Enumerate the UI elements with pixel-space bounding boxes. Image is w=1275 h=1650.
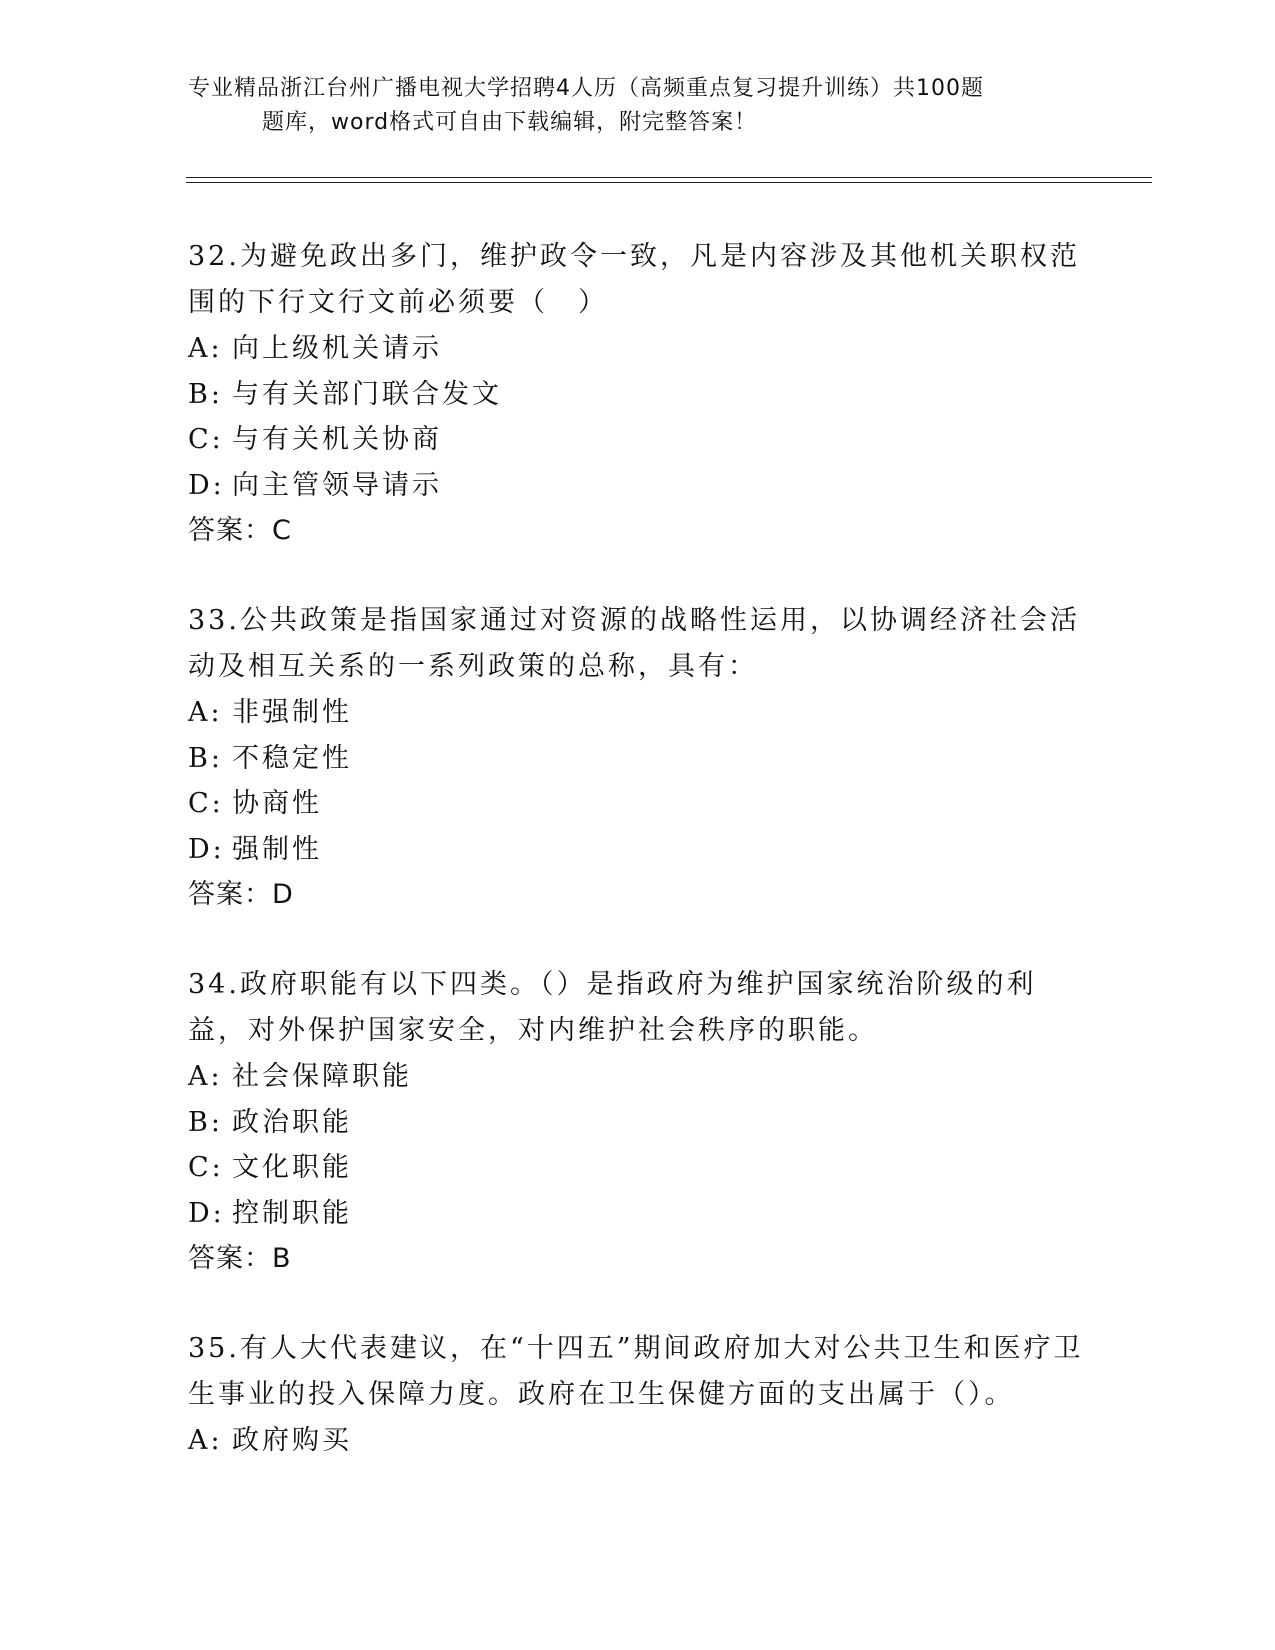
document-header bbox=[188, 72, 1068, 140]
option-letter: B: bbox=[188, 378, 223, 410]
option-letter: D: bbox=[188, 833, 225, 865]
option-d bbox=[188, 1191, 1088, 1237]
answer-label: 答案：B bbox=[188, 1243, 292, 1274]
answer-label: 答案：C bbox=[188, 515, 292, 546]
option-text: 非强制性 bbox=[232, 697, 352, 728]
option-text: 控制职能 bbox=[232, 1197, 352, 1229]
option-text: 社会保障职能 bbox=[232, 1061, 412, 1092]
option-letter: D: bbox=[188, 469, 225, 501]
option-text: 向上级机关请示 bbox=[232, 333, 442, 364]
answer-label: 答案：D bbox=[188, 879, 294, 910]
header-title-line-2: 题库，word格式可自由下载编辑，附完整答案！ bbox=[262, 110, 758, 135]
option-text: 政治职能 bbox=[232, 1106, 352, 1138]
option-letter: B: bbox=[188, 1106, 223, 1138]
option-a bbox=[188, 1054, 1088, 1100]
option-letter: A: bbox=[188, 697, 223, 728]
option-b bbox=[188, 372, 1088, 418]
option-a bbox=[188, 326, 1088, 372]
option-letter: C: bbox=[188, 1152, 224, 1183]
option-c bbox=[188, 781, 1088, 827]
question-text: 32.为避免政出多门，维护政令一致，凡是内容涉及其他机关职权范围的下行文行文前必须要（ ） bbox=[188, 241, 1080, 318]
option-text: 向主管领导请示 bbox=[232, 469, 442, 501]
question-34 bbox=[188, 962, 1088, 1282]
header-title-line-1: 专业精品浙江台州广播电视大学招聘4人历（高频重点复习提升训练）共100题 bbox=[188, 76, 984, 101]
question-text: 33.公共政策是指国家通过对资源的战略性运用，以协调经济社会活动及相互关系的一系列政策的总称，具有： bbox=[188, 605, 1080, 682]
option-letter: A: bbox=[188, 333, 223, 364]
question-list bbox=[188, 234, 1088, 1508]
question-35 bbox=[188, 1326, 1088, 1464]
option-d bbox=[188, 463, 1088, 509]
option-letter: A: bbox=[188, 1061, 223, 1092]
option-a bbox=[188, 1418, 1088, 1464]
option-text: 政府购买 bbox=[232, 1425, 352, 1456]
option-text: 与有关部门联合发文 bbox=[232, 378, 502, 410]
option-letter: B: bbox=[188, 742, 223, 774]
header-divider-bottom bbox=[186, 182, 1152, 183]
option-d bbox=[188, 827, 1088, 873]
question-33 bbox=[188, 598, 1088, 918]
question-32 bbox=[188, 234, 1088, 554]
option-letter: A: bbox=[188, 1425, 223, 1456]
option-a bbox=[188, 690, 1088, 736]
option-c bbox=[188, 417, 1088, 463]
option-b bbox=[188, 1100, 1088, 1146]
option-letter: C: bbox=[188, 788, 224, 819]
option-text: 与有关机关协商 bbox=[232, 424, 442, 455]
option-text: 不稳定性 bbox=[232, 742, 352, 774]
header-divider-top bbox=[186, 177, 1152, 178]
option-b bbox=[188, 736, 1088, 782]
question-text: 35.有人大代表建议，在“十四五”期间政府加大对公共卫生和医疗卫生事业的投入保障力度。政府在卫生保健方面的支出属于（）。 bbox=[188, 1333, 1084, 1410]
option-letter: C: bbox=[188, 424, 224, 455]
option-text: 协商性 bbox=[232, 788, 322, 819]
option-text: 强制性 bbox=[232, 833, 322, 865]
option-letter: D: bbox=[188, 1197, 225, 1229]
question-text: 34.政府职能有以下四类。（）是指政府为维护国家统治阶级的利益，对外保护国家安全，对内维护社会秩序的职能。 bbox=[188, 969, 1037, 1046]
option-text: 文化职能 bbox=[232, 1152, 352, 1183]
option-c bbox=[188, 1145, 1088, 1191]
